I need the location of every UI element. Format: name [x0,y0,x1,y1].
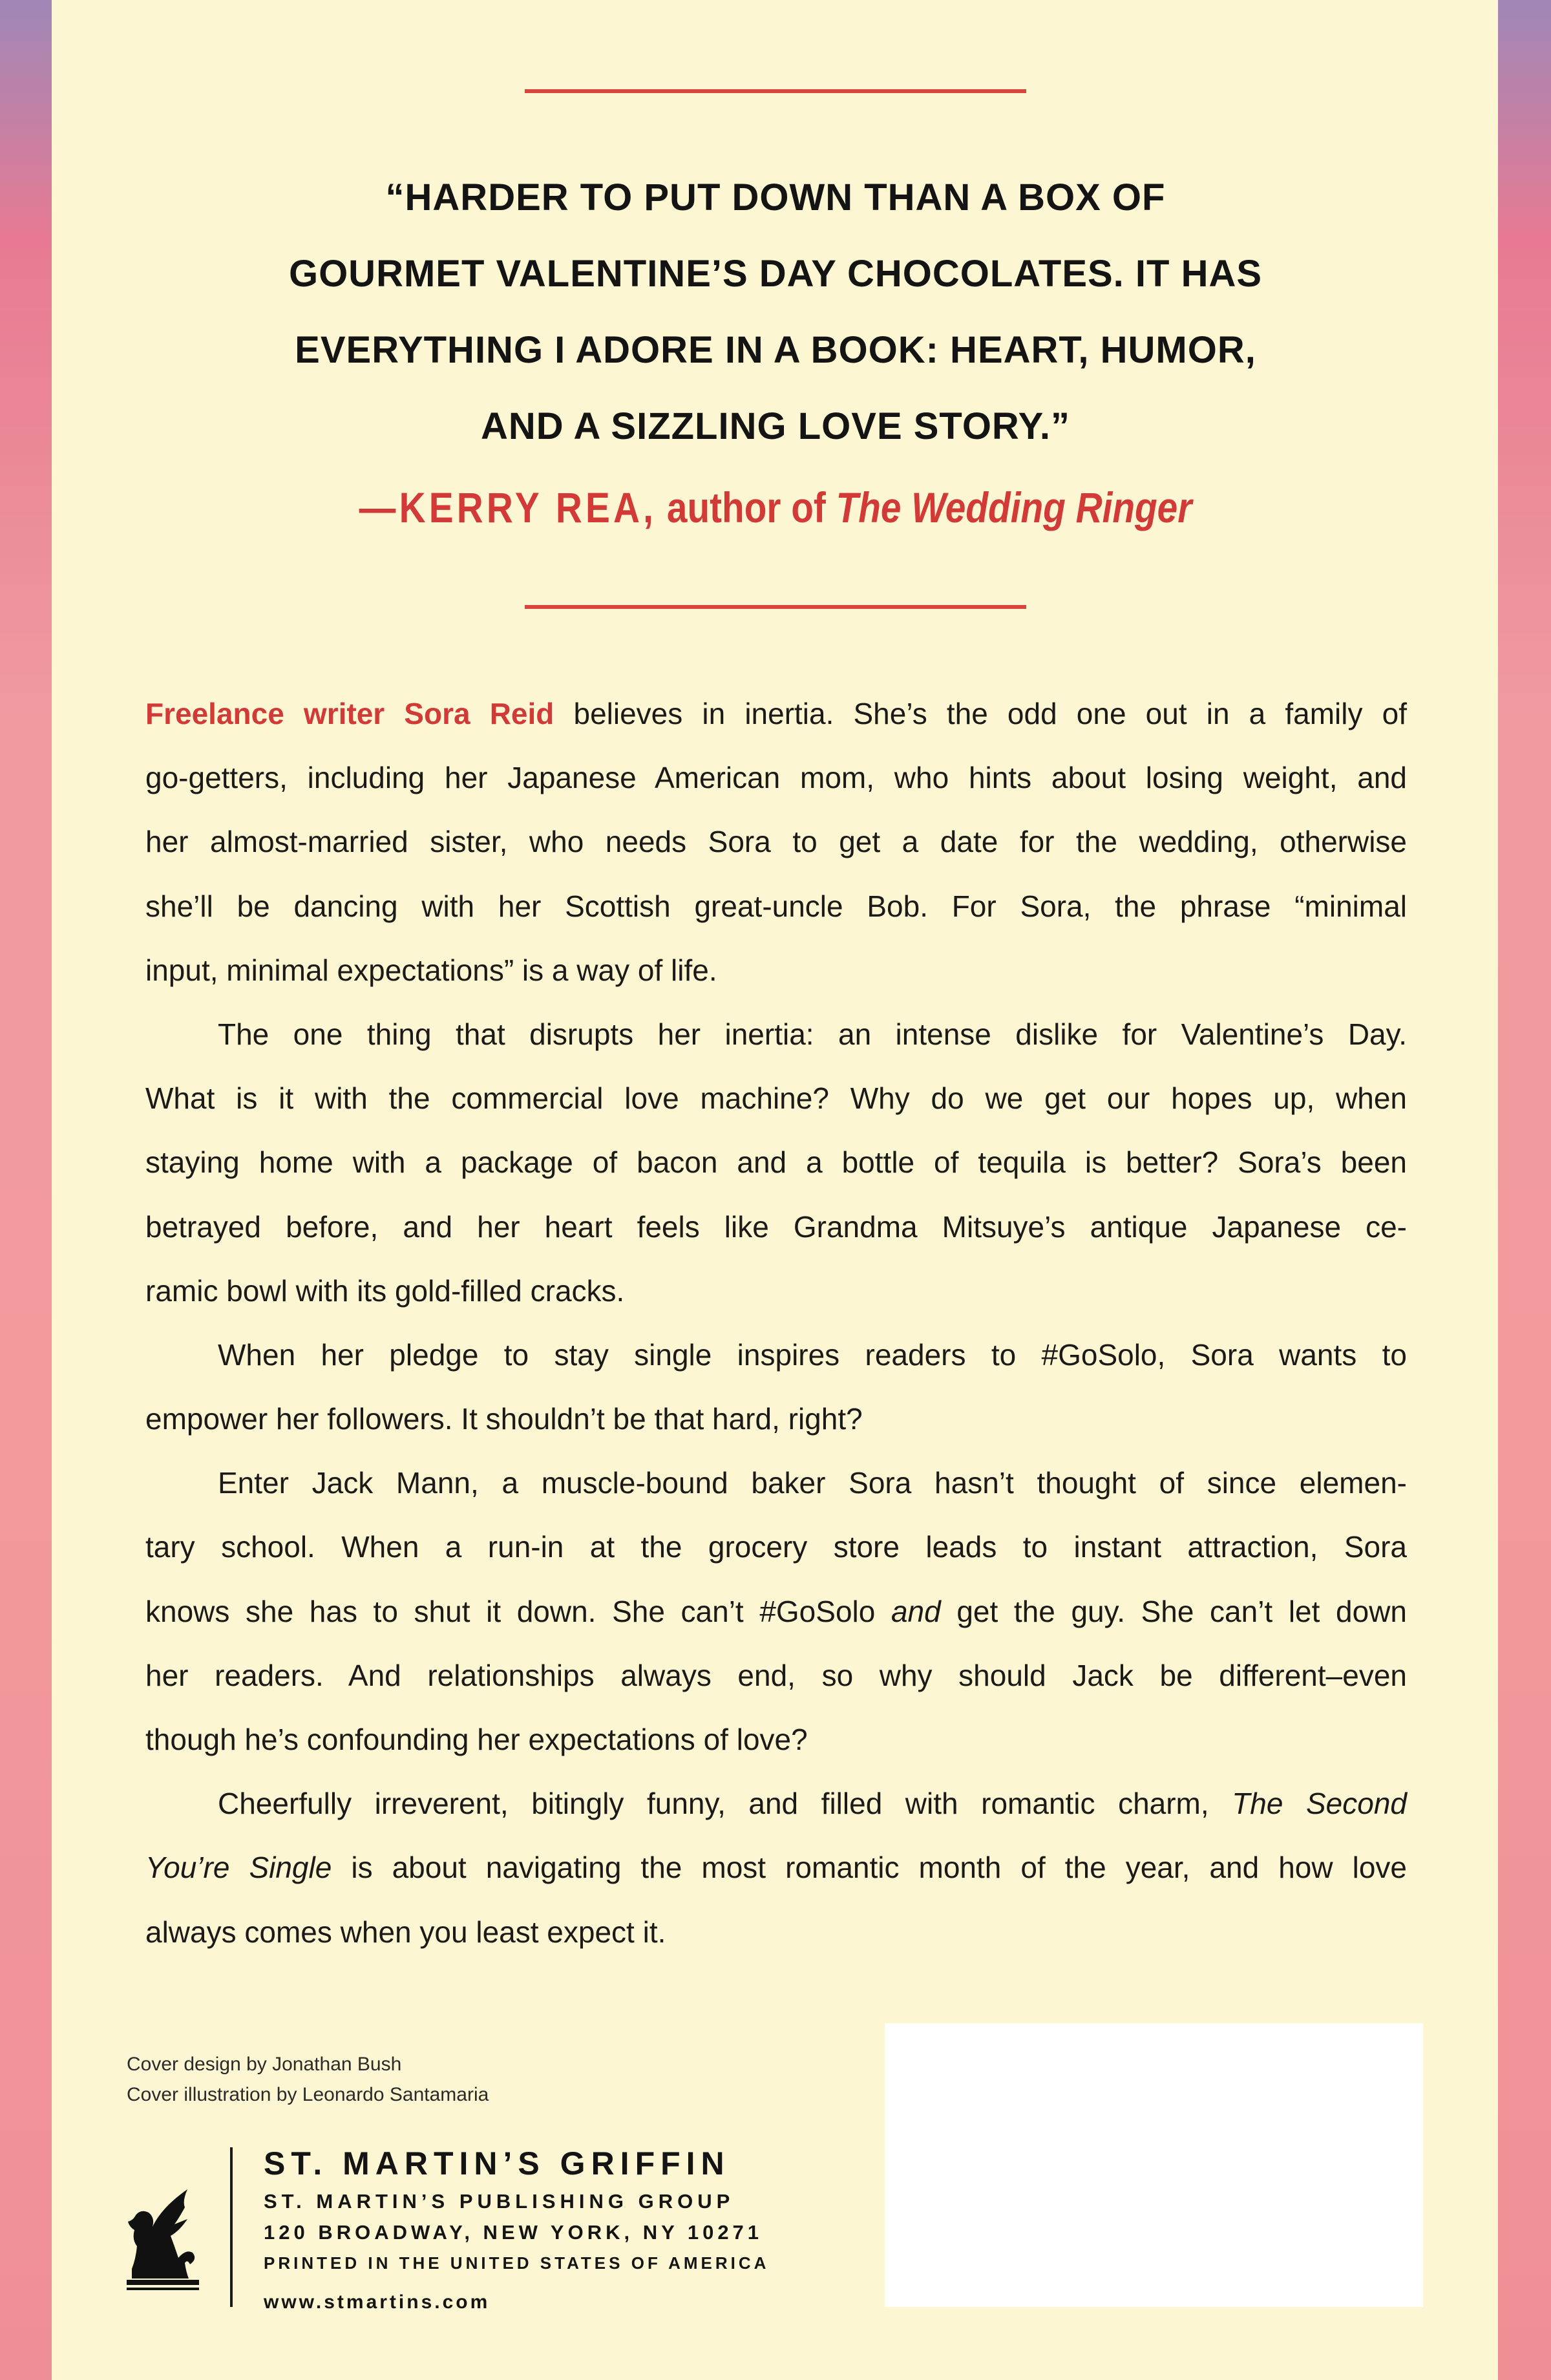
quote-line: EVERYTHING I ADORE IN A BOOK: HEART, HUMOR, [295,329,1256,371]
synopsis-text: staying home with a package of bacon and a bottle of tequila is better? Sora’s been [145,1145,1407,1180]
synopsis-line [145,1644,1407,1708]
barcode-area [885,2023,1423,2307]
synopsis-line [145,1387,1407,1451]
synopsis-line [145,1515,1407,1579]
synopsis-line [145,1451,1407,1515]
synopsis-text: empower her followers. It shouldn’t be that hard, right? [145,1402,863,1436]
synopsis-text: You’re Single [145,1851,332,1885]
synopsis-text: input, minimal expectations” is a way of life. [145,953,717,987]
attribution-name: —KERRY REA, [359,483,657,531]
publishing-group: ST. MARTIN’S PUBLISHING GROUP [264,2190,735,2213]
cover-design-credit: Cover design by Jonathan Bush [127,2054,402,2075]
synopsis-text: go-getters, including her Japanese American mom, who hints about losing weight, and [145,761,1407,795]
synopsis-line [145,1836,1407,1900]
synopsis-line [145,1259,1407,1323]
synopsis-line [145,1580,1407,1644]
synopsis-text: betrayed before, and her heart feels like Grandma Mitsuye’s antique Japanese ce- [145,1209,1407,1244]
quote-line: AND A SIZZLING LOVE STORY.” [480,405,1071,447]
synopsis-text: her readers. And relationships always end, so why should Jack be different–even [145,1658,1407,1692]
synopsis-text: Cheerfully irreverent, bitingly funny, and filled with romantic charm, [218,1787,1232,1821]
synopsis-text: always comes when you least expect it. [145,1915,666,1949]
synopsis-line [145,1131,1407,1195]
synopsis-text: The one thing that disrupts her inertia: an intense dislike for Valentine’s Day. [218,1017,1407,1051]
synopsis-line [145,682,1407,746]
synopsis [145,682,1407,1964]
synopsis-line [145,1195,1407,1259]
top-divider [525,89,1026,93]
synopsis-line [145,875,1407,939]
synopsis-line [145,1900,1407,1964]
publisher-website[interactable]: www.stmartins.com [264,2291,491,2313]
publisher-block [264,2141,769,2323]
synopsis-line [145,810,1407,874]
synopsis-text: What is it with the commercial love machine? Why do we get our hopes up, when [145,1081,1407,1116]
quote-attribution [109,478,1442,537]
synopsis-text: When her pledge to stay single inspires readers to #GoSolo, Sora wants to [218,1337,1407,1372]
attribution-book: The Wedding Ringer [836,483,1192,531]
synopsis-highlight: Freelance writer Sora Reid [145,697,554,730]
blurb-quote [0,160,1551,465]
synopsis-text: though he’s confounding her expectations of love? [145,1723,808,1756]
griffin-icon [123,2182,207,2291]
synopsis-text: Enter Jack Mann, a muscle-bound baker Sora hasn’t thought of since elemen- [218,1466,1407,1500]
synopsis-text: she’ll be dancing with her Scottish great-uncle Bob. For Sora, the phrase “minimal [145,889,1407,923]
synopsis-text: her almost-married sister, who needs Sora to get a date for the wedding, otherwise [145,825,1407,859]
synopsis-line [145,1003,1407,1067]
synopsis-text: ramic bowl with its gold-filled cracks. [145,1273,625,1308]
synopsis-text: is about navigating the most romantic month of the year, and how love [332,1851,1407,1885]
synopsis-line [145,1067,1407,1131]
synopsis-line [145,1323,1407,1387]
printed-in: PRINTED IN THE UNITED STATES OF AMERICA [264,2253,770,2273]
synopsis-text: tary school. When a run-in at the grocery store leads to instant attraction, Sora [145,1530,1407,1564]
synopsis-text: The Second [1232,1787,1408,1821]
attribution-author-of: author of [657,483,836,531]
synopsis-text: believes in inertia. She’s the odd one out in a family of [554,697,1407,730]
publisher-address: 120 BROADWAY, NEW YORK, NY 10271 [264,2221,763,2244]
synopsis-line [145,939,1407,1003]
synopsis-line [145,1708,1407,1772]
quote-line: GOURMET VALENTINE’S DAY CHOCOLATES. IT HAS [288,253,1263,295]
publisher-divider [230,2147,233,2307]
imprint-name: ST. MARTIN’S GRIFFIN [264,2145,730,2182]
synopsis-text: knows she has to shut it down. She can’t #GoSolo [145,1594,891,1628]
cover-credits [127,2049,489,2110]
synopsis-text: and [891,1594,941,1628]
quote-line: “HARDER TO PUT DOWN THAN A BOX OF [385,176,1166,218]
bottom-divider [525,605,1026,609]
synopsis-line [145,1772,1407,1836]
cover-illustration-credit: Cover illustration by Leonardo Santamaria [127,2084,489,2105]
synopsis-text: get the guy. She can’t let down [940,1594,1407,1628]
synopsis-line [145,746,1407,810]
